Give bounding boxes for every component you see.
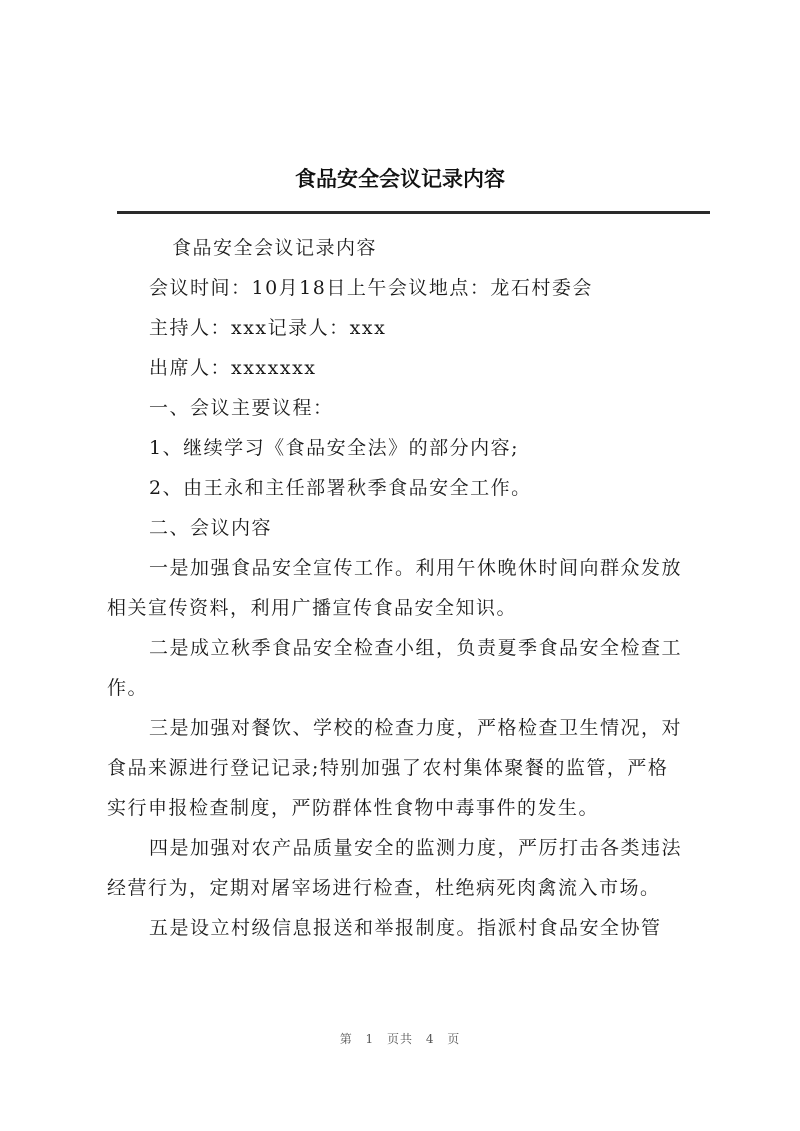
section-heading-agenda: 一、会议主要议程： xyxy=(149,397,334,419)
agenda-item-1: 1、继续学习《食品安全法》的部分内容; xyxy=(149,437,519,459)
paragraph-line: 三是加强对餐饮、学校的检查力度，严格检查卫生情况，对 xyxy=(149,717,683,739)
paragraph-line: 二是成立秋季食品安全检查小组，负责夏季食品安全检查工 xyxy=(149,637,683,659)
paragraph-line: 作。 xyxy=(107,677,149,699)
agenda-item-2: 2、由王永和主任部署秋季食品安全工作。 xyxy=(149,477,532,499)
body-line-subtitle: 食品安全会议记录内容 xyxy=(172,237,378,259)
paragraph-line: 食品来源进行登记记录;特别加强了农村集体聚餐的监管，严格 xyxy=(107,757,669,779)
body-line-meeting-time: 会议时间：10月18日上午会议地点：龙石村委会 xyxy=(149,277,593,299)
page-title: 食品安全会议记录内容 xyxy=(295,167,505,191)
paragraph-line: 实行申报检查制度，严防群体性食物中毒事件的发生。 xyxy=(107,797,600,819)
page-number: 第 1 页共 4 页 xyxy=(339,1032,461,1046)
paragraph-line: 经营行为，定期对屠宰场进行检查，杜绝病死肉禽流入市场。 xyxy=(107,877,661,899)
paragraph-line: 五是设立村级信息报送和举报制度。指派村食品安全协管 xyxy=(149,917,662,939)
title-divider xyxy=(117,211,710,214)
body-line-attendees: 出席人：xxxxxxx xyxy=(149,357,317,379)
paragraph-line: 四是加强对农产品质量安全的监测力度，严厉打击各类违法 xyxy=(149,837,683,859)
paragraph-line: 一是加强食品安全宣传工作。利用午休晚休时间向群众发放 xyxy=(149,557,683,579)
body-line-host: 主持人：xxx记录人：xxx xyxy=(149,317,387,339)
section-heading-content: 二、会议内容 xyxy=(149,517,273,539)
document-body xyxy=(107,228,707,948)
paragraph-line: 相关宣传资料，利用广播宣传食品安全知识。 xyxy=(107,597,518,619)
